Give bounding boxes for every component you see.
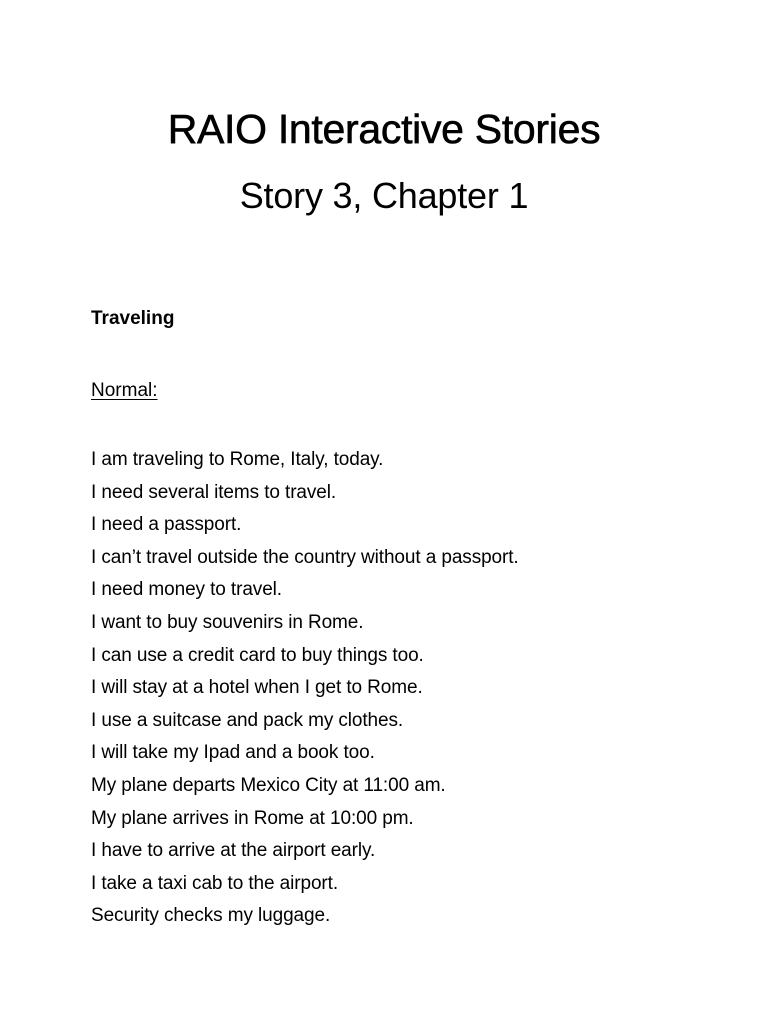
story-line: My plane arrives in Rome at 10:00 pm. bbox=[91, 807, 414, 829]
section-heading: Traveling bbox=[91, 308, 175, 329]
level-subheading: Normal: bbox=[91, 380, 158, 401]
story-line: I can’t travel outside the country without a passport. bbox=[91, 546, 519, 568]
story-line: I need several items to travel. bbox=[91, 481, 337, 503]
page-title: RAIO Interactive Stories bbox=[167, 106, 601, 152]
story-line: I will stay at a hotel when I get to Rome. bbox=[91, 677, 423, 699]
story-line: I take a taxi cab to the airport. bbox=[91, 872, 339, 894]
story-lines bbox=[91, 444, 519, 933]
story-line: I can use a credit card to buy things too. bbox=[91, 644, 424, 666]
page-subtitle: Story 3, Chapter 1 bbox=[239, 175, 529, 216]
story-line: I use a suitcase and pack my clothes. bbox=[91, 709, 404, 731]
story-line: I am traveling to Rome, Italy, today. bbox=[91, 449, 384, 470]
story-line: I have to arrive at the airport early. bbox=[91, 840, 376, 862]
story-line: I need a passport. bbox=[91, 514, 242, 536]
story-line: My plane departs Mexico City at 11:00 am. bbox=[91, 774, 446, 796]
story-line: Security checks my luggage. bbox=[91, 905, 331, 927]
story-line: I want to buy souvenirs in Rome. bbox=[91, 611, 364, 633]
story-line: I will take my Ipad and a book too. bbox=[91, 742, 375, 764]
story-line: I need money to travel. bbox=[91, 579, 282, 601]
